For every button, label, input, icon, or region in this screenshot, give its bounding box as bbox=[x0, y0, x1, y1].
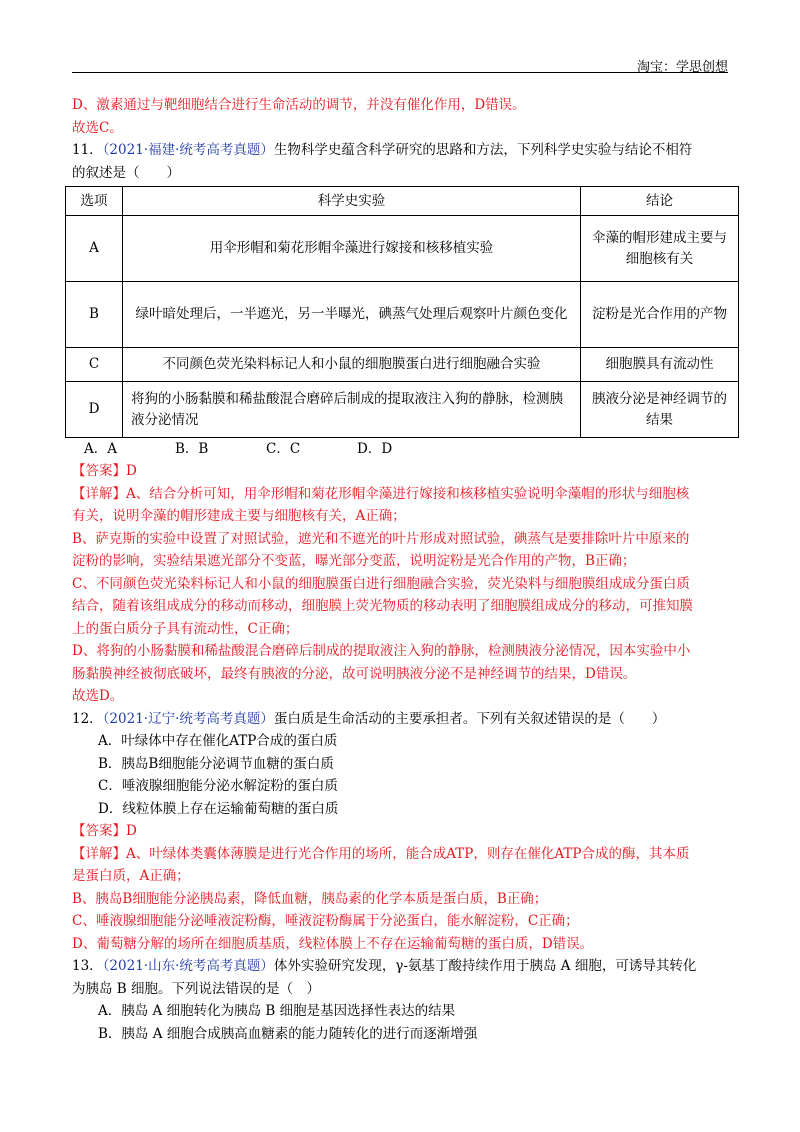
explain-line: 【详解】A、叶绿体类囊体薄膜是进行光合作用的场所，能合成ATP，则存在催化ATP合成的酶，其本质 bbox=[72, 845, 690, 862]
row-option: C bbox=[66, 348, 123, 382]
row-experiment: 将狗的小肠黏膜和稀盐酸混合磨碎后制成的提取液注入狗的静脉，检测胰液分泌情况 bbox=[123, 382, 581, 438]
q13-number: 13． bbox=[72, 958, 103, 974]
table-header-experiment: 科学史实验 bbox=[123, 187, 581, 216]
choice-d: D．D bbox=[357, 441, 393, 457]
prev-explain-line: D、激素通过与靶细胞结合进行生命活动的调节，并没有催化作用，D错误。 bbox=[72, 97, 526, 113]
row-option: D bbox=[66, 382, 123, 438]
q12-answer: 【答案】D bbox=[72, 823, 137, 839]
q12-option-b: B．胰岛B细胞能分泌调节血糖的蛋白质 bbox=[98, 755, 334, 772]
document-body bbox=[72, 94, 732, 1045]
q11-table bbox=[65, 186, 739, 438]
choice-a: A．A bbox=[84, 441, 117, 457]
explain-line: D、葡萄糖分解的场所在细胞质基质，线粒体膜上不存在运输葡萄糖的蛋白质，D错误。 bbox=[72, 935, 594, 952]
row-experiment: 不同颜色荧光染料标记人和小鼠的细胞膜蛋白进行细胞融合实验 bbox=[123, 348, 581, 382]
prev-conclusion-line: 故选C。 bbox=[72, 119, 123, 136]
q13-option-b: B．胰岛 A 细胞合成胰高血糖素的能力随转化的进行而逐渐增强 bbox=[98, 1025, 478, 1042]
choice-b: B．B bbox=[175, 441, 209, 457]
table-header-conclusion: 结论 bbox=[581, 187, 739, 216]
explain-line: C、不同颜色荧光染料标记人和小鼠的细胞膜蛋白进行细胞融合实验，荧光染料与细胞膜组成成分蛋白质 bbox=[72, 575, 690, 592]
explain-line: 结合，随着该组成成分的移动而移动，细胞膜上荧光物质的移动表明了细胞膜组成成分的移动，可推知膜 bbox=[72, 598, 693, 614]
q13-stem-text: 体外实验研究发现，γ-氨基丁酸持续作用于胰岛 A 细胞，可诱导其转化 bbox=[273, 958, 697, 974]
row-conclusion: 淀粉是光合作用的产物 bbox=[581, 282, 739, 348]
q11-choices bbox=[84, 438, 732, 460]
q11-stem-cont: 的叙述是（ ） bbox=[72, 164, 180, 181]
explain-line: 有关，说明伞藻的帽形建成主要与细胞核有关，A正确； bbox=[72, 508, 406, 524]
row-experiment: 用伞形帽和菊花形帽伞藻进行嫁接和核移植实验 bbox=[123, 216, 581, 282]
table-row bbox=[66, 216, 739, 282]
q11-source: （2021·福建·统考高考真题） bbox=[102, 142, 274, 158]
row-experiment: 绿叶暗处理后，一半遮光，另一半曝光，碘蒸气处理后观察叶片颜色变化 bbox=[123, 282, 581, 348]
explain-line: B、萨克斯的实验中设置了对照试验，遮光和不遮光的叶片形成对照试验，碘蒸气是要排除叶片中原来的 bbox=[72, 530, 690, 547]
q11-number: 11． bbox=[72, 142, 103, 158]
q13-stem-cont: 为胰岛 B 细胞。下列说法错误的是（ ） bbox=[72, 980, 321, 997]
table-row bbox=[66, 382, 739, 438]
choice-c: C．C bbox=[266, 441, 301, 457]
q12-stem bbox=[72, 708, 732, 731]
explain-line: B、胰岛B细胞能分泌胰岛素，降低血糖，胰岛素的化学本质是蛋白质，B正确； bbox=[72, 890, 548, 907]
table-header-row bbox=[66, 187, 739, 216]
explain-line: 是蛋白质，A正确； bbox=[72, 868, 190, 884]
q11-stem-text: 生物科学史蕴含科学研究的思路和方法，下列科学史实验与结论不相符 bbox=[273, 142, 693, 158]
explain-line: 肠黏膜神经被彻底破坏，最终有胰液的分泌，故可说明胰液分泌不是神经调节的结果，D错误。 bbox=[72, 665, 637, 682]
q12-option-c: C．唾液腺细胞能分泌水解淀粉的蛋白质 bbox=[98, 778, 338, 794]
q13-source: （2021·山东·统考高考真题） bbox=[102, 958, 274, 974]
q12-stem-text: 蛋白质是生命活动的主要承担者。下列有关叙述错误的是（ ） bbox=[273, 710, 666, 727]
explain-line: 上的蛋白质分子具有流动性，C正确； bbox=[72, 620, 299, 637]
q12-source: （2021·辽宁·统考高考真题） bbox=[102, 710, 274, 727]
row-option: B bbox=[66, 282, 123, 348]
row-conclusion: 伞藻的帽形建成主要与细胞核有关 bbox=[581, 216, 739, 282]
explain-line: C、唾液腺细胞能分泌唾液淀粉酶，唾液淀粉酶属于分泌蛋白，能水解淀粉，C正确； bbox=[72, 913, 579, 929]
explain-line: 故选D。 bbox=[72, 688, 124, 704]
explain-line: D、将狗的小肠黏膜和稀盐酸混合磨碎后制成的提取液注入狗的静脉，检测胰液分泌情况，因本实验中小 bbox=[72, 643, 691, 659]
q11-stem bbox=[72, 139, 732, 162]
row-conclusion: 胰液分泌是神经调节的结果 bbox=[581, 382, 739, 438]
table-header-option: 选项 bbox=[66, 187, 123, 216]
explain-line: 【详解】A、结合分析可知，用伞形帽和菊花形帽伞藻进行嫁接和核移植实验说明伞藻帽的形状与细胞核 bbox=[72, 485, 690, 502]
q13-stem bbox=[72, 955, 732, 978]
q12-option-d: D．线粒体膜上存在运输葡萄糖的蛋白质 bbox=[98, 800, 339, 817]
table-row bbox=[66, 282, 739, 348]
q12-option-a: A．叶绿体中存在催化ATP合成的蛋白质 bbox=[98, 733, 338, 749]
header-rule bbox=[72, 72, 728, 73]
row-conclusion: 细胞膜具有流动性 bbox=[581, 348, 739, 382]
q13-option-a: A．胰岛 A 细胞转化为胰岛 B 细胞是基因选择性表达的结果 bbox=[98, 1003, 456, 1019]
q12-number: 12． bbox=[72, 710, 103, 727]
explain-line: 淀粉的影响，实验结果遮光部分不变蓝，曝光部分变蓝，说明淀粉是光合作用的产物，B正确； bbox=[72, 553, 636, 569]
q11-answer: 【答案】D bbox=[72, 463, 137, 479]
row-option: A bbox=[66, 216, 123, 282]
page-header: 淘宝：学思创想 bbox=[636, 60, 728, 75]
table-row bbox=[66, 348, 739, 382]
